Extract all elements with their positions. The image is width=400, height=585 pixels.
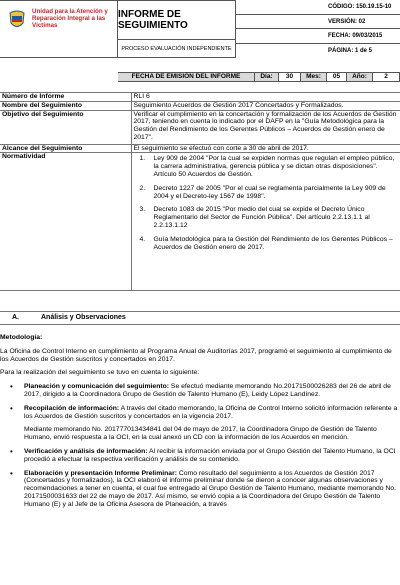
codigo: CÓDIGO: 150.19.15-10: [328, 4, 392, 10]
pagina: PÁGINA: 1 de 5: [328, 47, 373, 54]
emission-date-label: FECHA DE EMISIÓN DEL INFORME: [118, 72, 255, 82]
row-key: Nombre del Seguimiento: [0, 101, 131, 110]
list-item: 3. Decreto 1083 de 2015 "Por medio del cual se expide el Decreto Único Reglamentario del Sector de Función Pública". Del artículo 2.2.13.1.1 al 2.2.13.1.12: [139, 206, 370, 229]
row-key: Alcance del Seguimiento: [0, 144, 131, 153]
month-value: 05: [327, 72, 347, 82]
bullet-icon: •: [10, 468, 13, 478]
year-label: Año:: [347, 72, 373, 82]
row-value: El seguimiento se efectuó con corte a 30 de abril de 2017.: [131, 144, 400, 153]
document-header: [0, 0, 400, 62]
report-info-table: [0, 92, 400, 291]
version: VERSIÓN: 02: [328, 18, 366, 25]
bullet-icon: •: [10, 403, 13, 413]
row-value: [131, 153, 400, 291]
row-key: Objetivo del Seguimiento: [0, 110, 131, 144]
coat-of-arms-icon: [8, 9, 26, 31]
month-label: Mes:: [301, 72, 327, 82]
bullet-icon: •: [10, 382, 13, 392]
section-a-heading: [0, 311, 400, 325]
table-row: [0, 93, 400, 102]
list-item: • Recopilación de información: A través del citado memorando, la Oficina de Control Interno solicitó información referente a los Acuerdos de Gestión suscritos y concertados en la vigencia 2017. Mediante memorando No. 201777013434841 del 04 de mayo de 2017, la Coordinadora Grupo de Gestión de Talento Humano, envió respuesta a la OCI, en la cual anexó un CD con la información de los Acuerdos en mención.: [10, 403, 398, 442]
bullet-icon: •: [10, 446, 13, 456]
methodology-heading: Metodología:: [0, 334, 43, 341]
table-row: [0, 144, 400, 153]
day-value: 30: [279, 72, 301, 82]
logo-text: Unidad para la Atención y Reparación Integral a las Víctimas: [32, 8, 108, 29]
analysis-body: [0, 334, 400, 515]
list-item: 4. Guía Metodológica para la Gestión del Rendimiento de los Gerentes Públicos – Acuerdos de Gestión enero de 2017.: [139, 235, 393, 251]
logo-cell: [0, 0, 118, 58]
row-value: Seguimiento Acuerdos de Gestión 2017 Concertados y Formalizados.: [131, 101, 400, 110]
year-value: 2: [373, 72, 400, 82]
row-key: Número de Informe: [0, 93, 131, 102]
para-paragraph: Para la realización del seguimiento se tuvo en cuenta lo siguiente:: [0, 369, 200, 377]
emission-date-row: [0, 72, 400, 82]
document-title: INFORME DE SEGUIMIENTO: [118, 0, 236, 40]
day-label: Día:: [255, 72, 279, 82]
list-item: • Verificación y análisis de información: Al recibir la información enviada por el Grupo Gestión del Talento Humano, la OCI procedió a efectuar la respectiva verificación y análisis de su contenido.: [10, 446, 396, 463]
regulation-list: [134, 153, 399, 251]
list-item: 1. Ley 909 de 2004 "Por la cual se expiden normas que regulan el empleo público, la carrera administrativa, gerencia pública y se dictan otras disposiciones". Artículo 50 Acuerdos de Gestión.: [139, 155, 395, 178]
row-value: RLI 6: [131, 93, 400, 102]
list-item: 2. Decreto 1227 de 2005 "Por el cual se reglamenta parcialmente la Ley 909 de 2004 y el Decreto-ley 1567 de 1998".: [139, 184, 386, 200]
section-letter: A.: [12, 314, 19, 321]
fecha: FECHA: 09/03/2015: [328, 33, 383, 39]
document-meta: [236, 0, 400, 58]
intro-paragraph: La Oficina de Control Interno en cumplimiento al Programa Anual de Auditorías 2017, programó el seguimiento al cumplimiento de los Acuerdos de Gestión suscritos y concertados en 2017.: [0, 347, 392, 363]
section-title: Análisis y Observaciones: [41, 314, 126, 321]
table-row: [0, 110, 400, 144]
row-key: Normatividad: [0, 153, 131, 291]
row-value: Verificar el cumplimiento en la concertación y formalización de los Acuerdos de Gestión 2017, teniendo en cuenta lo indicado por el DAFP en la "Guía Metodológica para la Gestión del Rendimiento de los Gerentes Públicos – Acuerdos de Gestión enero de 2017".: [131, 110, 400, 144]
process-label: PROCESO EVALUACIÓN INDEPENDIENTE: [118, 40, 236, 58]
list-item: • Planeación y comunicación del seguimiento: Se efectuó mediante memorando No.20171500026283 del 26 de abril de 2017, dirigido a la Coordinadora Grupo de Gestión de Talento Humano (E), Leidy López Landínez.: [10, 382, 391, 398]
table-row: [0, 101, 400, 110]
list-item: • Elaboración y presentación Informe Preliminar: Como resultado del seguimiento a los Acuerdos de Gestión 2017 (Concertados y formalizados), la OCI elaboró el informe preliminar donde se dieron a conocer algunas observaciones y recomendaciones a tener en cuenta, el cual fue entregado al Grupo Gestión de Talento Humano, mediante memorando No. 20171500031633 del 22 de mayo de 2017. Así mismo, se envió copia a la Coordinadora del Grupo Gestión de Talento Humano (E) y al Jefe de la Oficina Asesora de Planeación, a través: [10, 468, 397, 508]
table-row: [0, 153, 400, 291]
